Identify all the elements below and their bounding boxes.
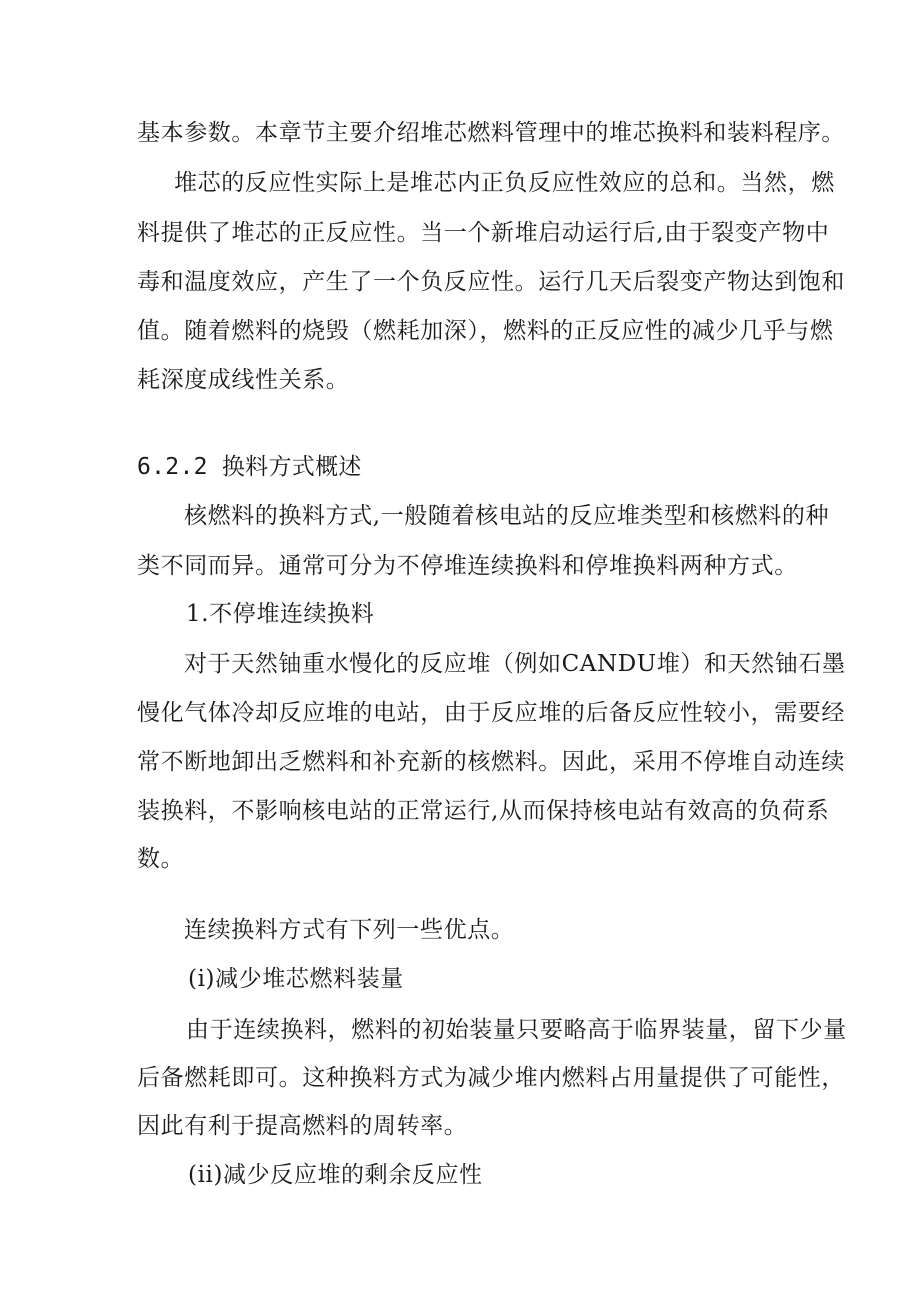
paragraph-line: 耗深度成线性关系。 — [137, 367, 350, 393]
paragraph-line: 数。 — [137, 846, 185, 872]
paragraph-line: 核燃料的换料方式,一般随着核电站的反应堆类型和核燃料的种 — [184, 503, 830, 529]
paragraph-line: 因此有利于提高燃料的周转率。 — [137, 1113, 468, 1139]
item-heading-2: (ii)减少反应堆的剩余反应性 — [188, 1162, 483, 1188]
paragraph-line: 毒和温度效应，产生了一个负反应性。运行几天后裂变产物达到饱和 — [137, 269, 845, 295]
item-heading-1: (i)减少堆芯燃料装量 — [188, 966, 404, 992]
paragraph-line: 类不同而异。通常可分为不停堆连续换料和停堆换料两种方式。 — [137, 553, 798, 579]
paragraph-line: 对于天然铀重水慢化的反应堆（例如CANDU堆）和天然铀石墨 — [184, 651, 846, 677]
paragraph-line: 堆芯的反应性实际上是堆芯内正负反应性效应的总和。当然，燃 — [174, 170, 835, 196]
section-heading: 6.2.2 换料方式概述 — [137, 454, 362, 480]
paragraph-line: 后备燃耗即可。这种换料方式为减少堆内燃料占用量提供了可能性， — [137, 1065, 845, 1091]
paragraph-line: 由于连续换料，燃料的初始装量只要略高于临界装量，留下少量 — [186, 1017, 847, 1043]
advantages-intro: 连续换料方式有下列一些优点。 — [184, 917, 515, 943]
paragraph-line: 常不断地卸出乏燃料和补充新的核燃料。因此，采用不停堆自动连续 — [137, 749, 845, 775]
paragraph-line: 值。随着燃料的烧毁（燃耗加深），燃料的正反应性的减少几乎与燃 — [137, 318, 834, 344]
intro-line: 基本参数。本章节主要介绍堆芯燃料管理中的堆芯换料和装料程序。 — [137, 120, 845, 146]
paragraph-line: 料提供了堆芯的正反应性。当一个新堆启动运行后,由于裂变产物中 — [137, 220, 830, 246]
paragraph-line: 慢化气体冷却反应堆的电站，由于反应堆的后备反应性较小，需要经 — [137, 700, 845, 726]
subsection-heading: 1.不停堆连续换料 — [186, 601, 375, 627]
paragraph-line: 装换料，不影响核电站的正常运行,从而保持核电站有效高的负荷系 — [137, 798, 830, 824]
